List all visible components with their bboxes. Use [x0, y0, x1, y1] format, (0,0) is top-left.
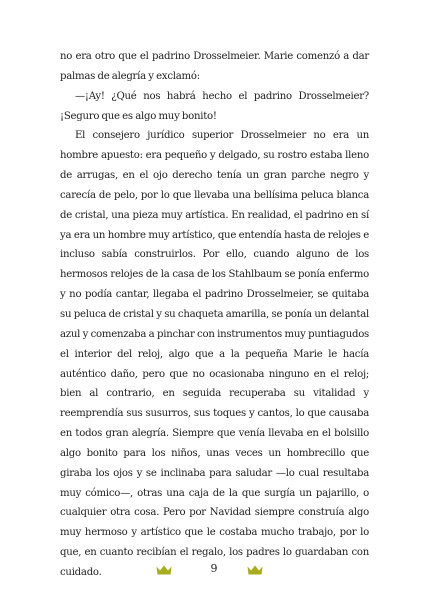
- paragraph-drosselmeier-description: El consejero jurídico superior Drosselmeier no era un hombre apuesto: era pequeño y delgado, su rostro estaba lleno de arrugas, en el ojo derecho tenía un gran parche negro y carecía de pelo, por lo que llevaba una bellísima peluca blanca de cristal, una pieza muy artística. En realidad, el padrino en sí ya era un hombre muy artístico, que entendía hasta de relojes e incluso sabía construirlos. Por ello, cuando alguno de los hermosos relojes de la casa de los Stahlbaum se ponía enfermo y no podía cantar, llegaba el padrino Drosselmeier, se quitaba su peluca de cristal y su chaqueta amarilla, se ponía un delantal azul y comenzaba a pinchar con instrumentos muy puntiagudos el interior del reloj, algo que a la pequeña Marie le hacía auténtico daño, pero que no ocasionaba ninguno en el reloj; bien al contrario, en seguida recuperaba su vitalidad y reemprendía sus susurros, sus toques y cantos, lo que causaba en todos gran alegría. Siempre que venía llevaba en el bolsillo algo bonito para los niños, unas veces un hombrecillo que giraba los ojos y se inclinaba para saludar —lo cual resultaba muy cómico—, otras una caja de la que surgía un pajarillo, o cualquier otra cosa. Pero por Navidad siempre construía algo muy hermoso y artístico que le costaba mucho trabajo, por lo que, en cuanto recibían el regalo, los padres lo guardaban con cuidado.: [60, 130, 369, 578]
- crown-icon: [247, 565, 263, 575]
- page-body-text: [60, 47, 369, 583]
- page-number: 9: [210, 562, 218, 575]
- page-footer: [0, 564, 428, 582]
- crown-icon: [156, 565, 172, 575]
- paragraph-dialogue: —¡Ay! ¿Qué nos habrá hecho el padrino Drosselmeier? ¡Seguro que es algo muy bonito!: [60, 90, 369, 122]
- paragraph-continuation: no era otro que el padrino Drosselmeier. Marie comenzó a dar palmas de alegría y exclamó:: [60, 51, 369, 82]
